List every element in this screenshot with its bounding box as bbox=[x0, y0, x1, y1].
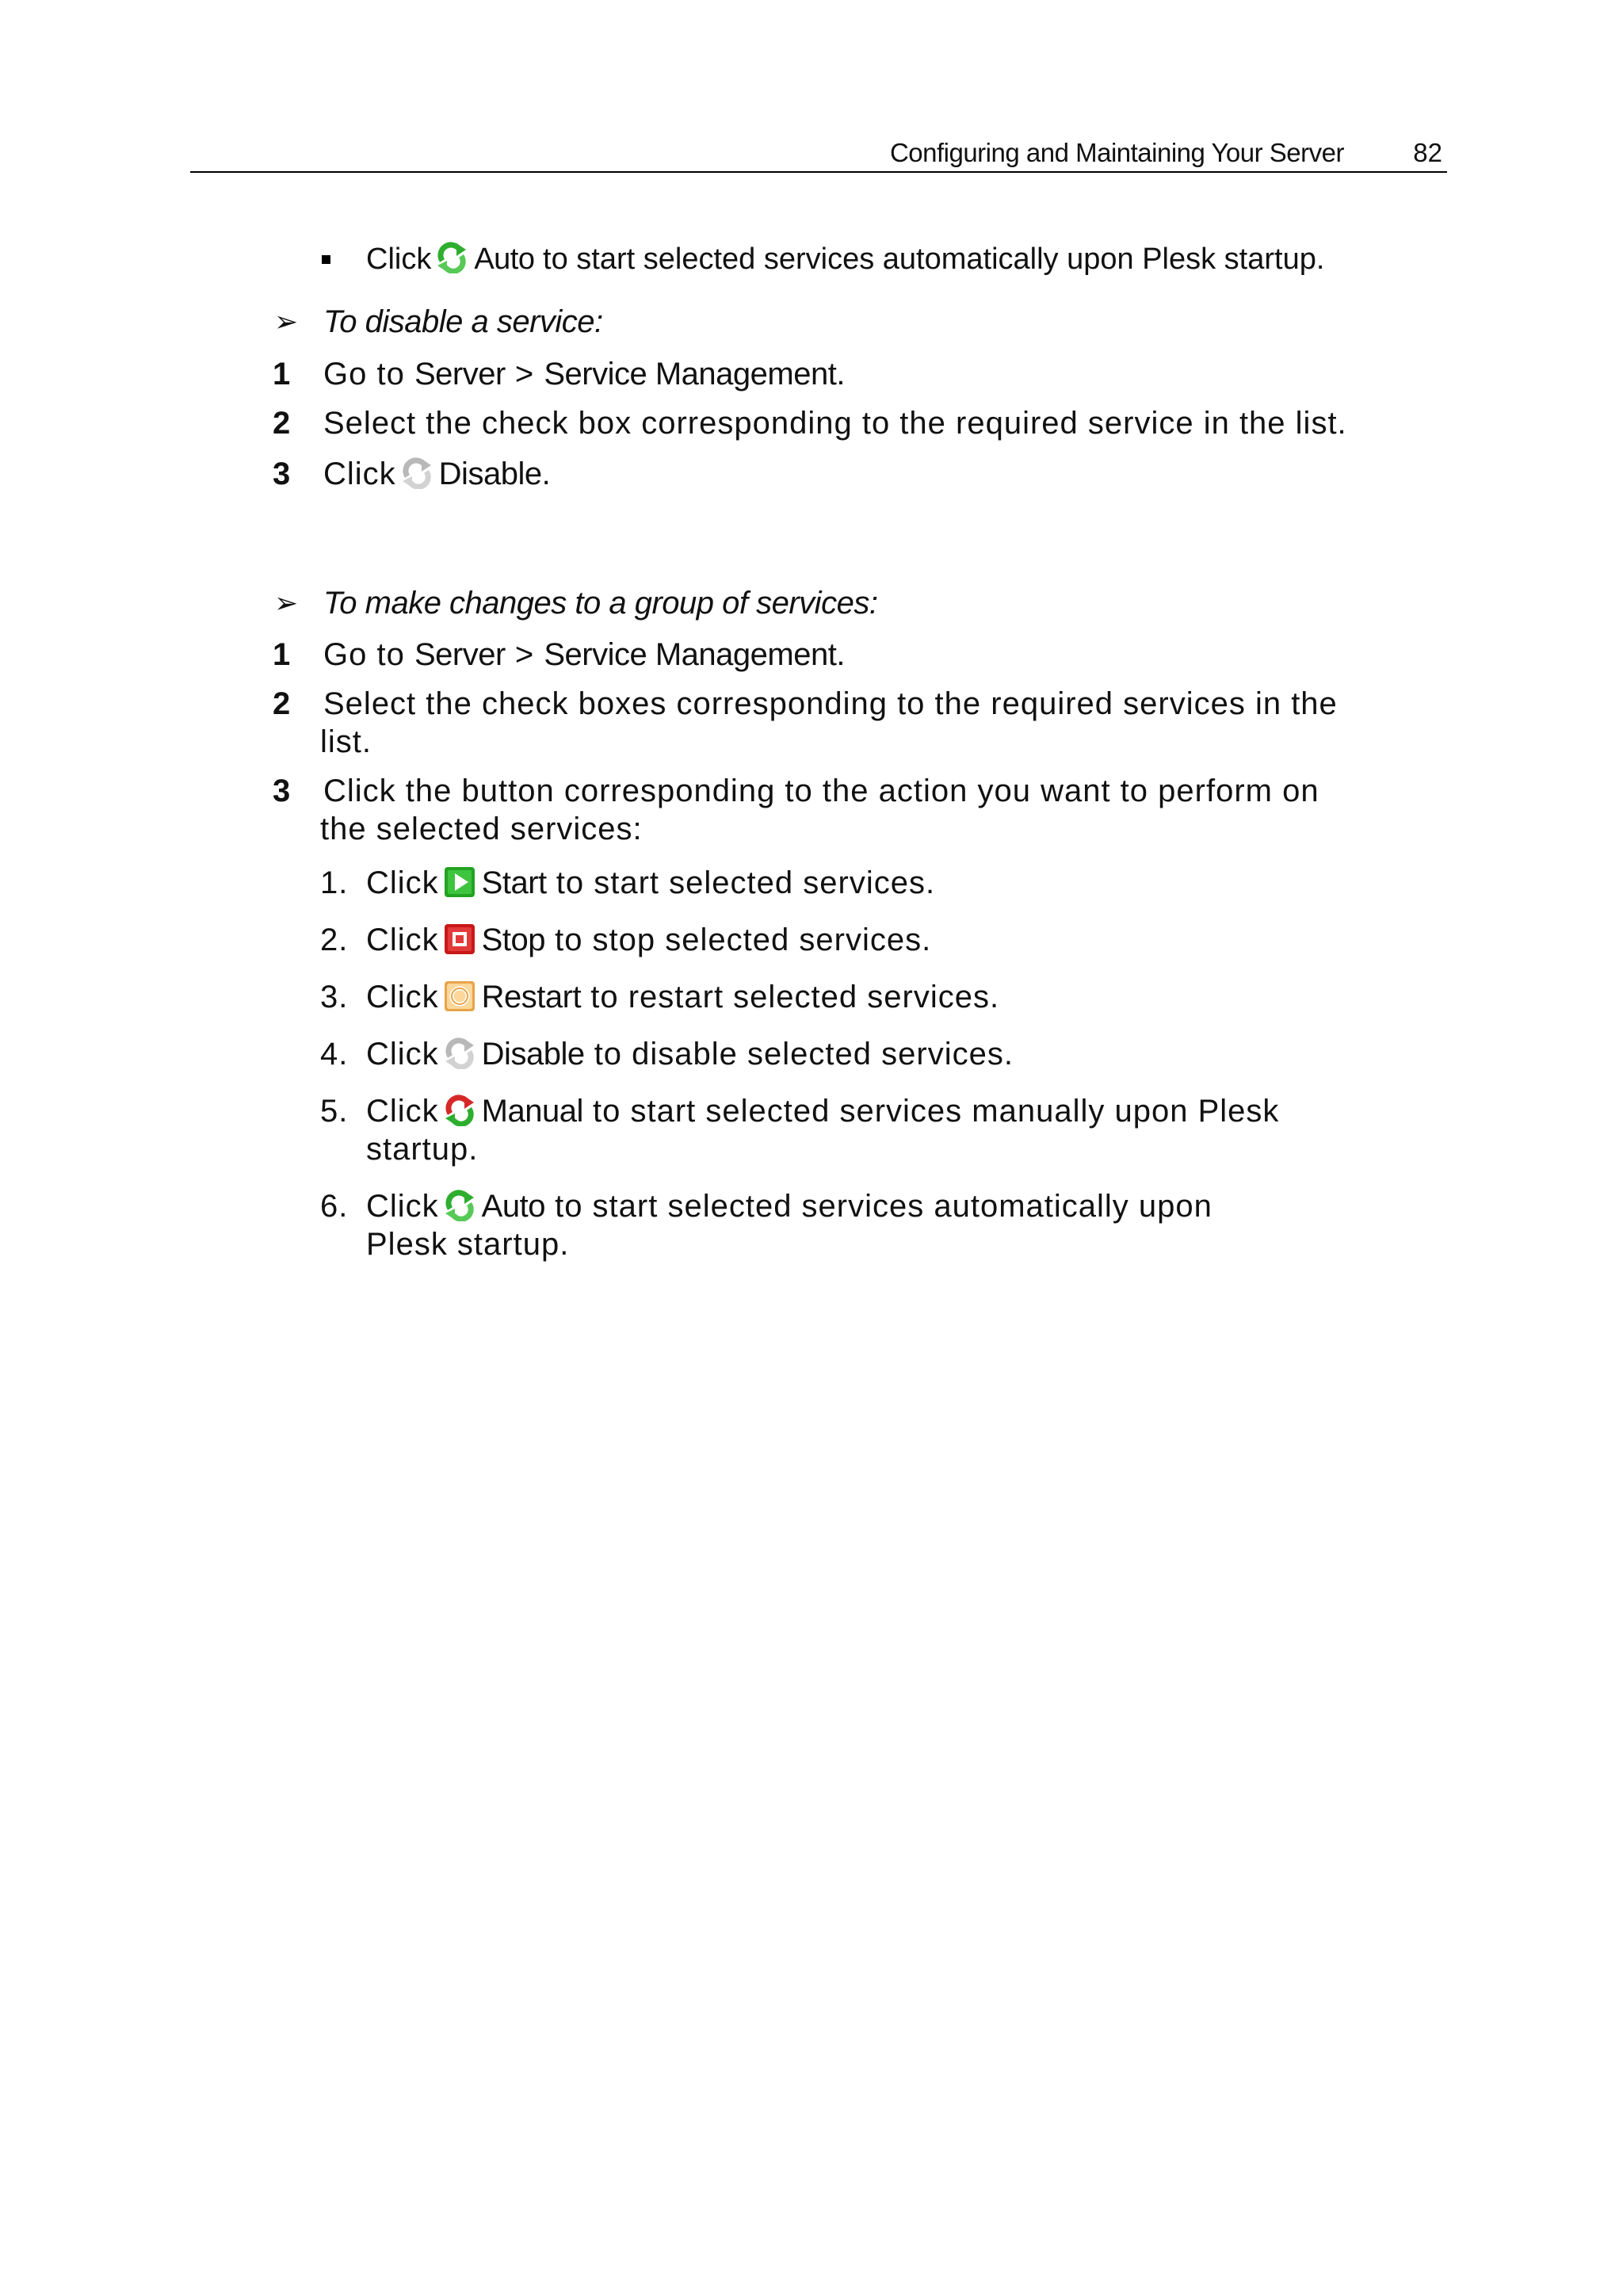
procedure-arrow: ➢ bbox=[274, 586, 299, 619]
step-number: 3 bbox=[273, 774, 291, 808]
restart-icon bbox=[444, 980, 475, 1012]
step-number: 3 bbox=[273, 457, 291, 491]
step-number: 2 bbox=[273, 406, 291, 441]
step-text: Select the check boxes corresponding to the required services in the bbox=[323, 686, 1338, 721]
bullet-marker bbox=[322, 255, 330, 264]
action-number: 4. bbox=[320, 1037, 349, 1072]
step-text: Select the check box corresponding to the required service in the list. bbox=[323, 406, 1347, 441]
action-item-continued: startup. bbox=[366, 1132, 479, 1167]
page-header bbox=[190, 135, 1447, 173]
stop-icon bbox=[444, 923, 475, 955]
action-number: 3. bbox=[320, 980, 349, 1014]
step-number: 2 bbox=[273, 686, 291, 721]
step-number: 1 bbox=[273, 637, 291, 672]
step-number: 1 bbox=[273, 357, 291, 392]
action-item: Click Disable to disable selected services. bbox=[366, 1037, 1014, 1072]
auto-icon bbox=[436, 242, 468, 273]
auto-label: Auto bbox=[474, 243, 535, 276]
action-item: Click Start to start selected services. bbox=[366, 865, 936, 900]
action-number: 5. bbox=[320, 1094, 349, 1129]
procedure-title-group: To make changes to a group of services: bbox=[323, 586, 878, 621]
action-item: Click Auto to start selected services automatically upon bbox=[366, 1189, 1212, 1224]
action-item-continued: Plesk startup. bbox=[366, 1227, 570, 1262]
disable-icon bbox=[444, 1037, 475, 1069]
action-number: 1. bbox=[320, 865, 349, 900]
disable-icon bbox=[401, 457, 433, 489]
procedure-title-disable: To disable a service: bbox=[323, 304, 603, 339]
bullet-item: Click Auto to start selected services automatically upon Plesk startup. bbox=[366, 243, 1325, 276]
start-icon bbox=[444, 866, 475, 898]
step-text: Go to Server > Service Management. bbox=[323, 357, 846, 392]
auto-icon bbox=[444, 1190, 475, 1221]
action-number: 6. bbox=[320, 1189, 349, 1224]
action-number: 2. bbox=[320, 923, 349, 957]
action-item: Click Restart to restart selected services. bbox=[366, 980, 1000, 1014]
action-item: Click Stop to stop selected services. bbox=[366, 923, 932, 957]
page-number: 82 bbox=[1413, 138, 1442, 167]
step-text: Click the button corresponding to the action you want to perform on bbox=[323, 774, 1319, 808]
procedure-arrow: ➢ bbox=[274, 305, 299, 338]
step-text: Click Disable. bbox=[323, 457, 552, 491]
step-text: Go to Server > Service Management. bbox=[323, 637, 846, 672]
step-text-continued: the selected services: bbox=[320, 812, 643, 846]
manual-icon bbox=[444, 1095, 475, 1126]
step-text-continued: list. bbox=[320, 724, 372, 759]
action-item: Click Manual to start selected services manually upon Plesk bbox=[366, 1094, 1280, 1129]
header-title: Configuring and Maintaining Your Server bbox=[889, 138, 1344, 167]
